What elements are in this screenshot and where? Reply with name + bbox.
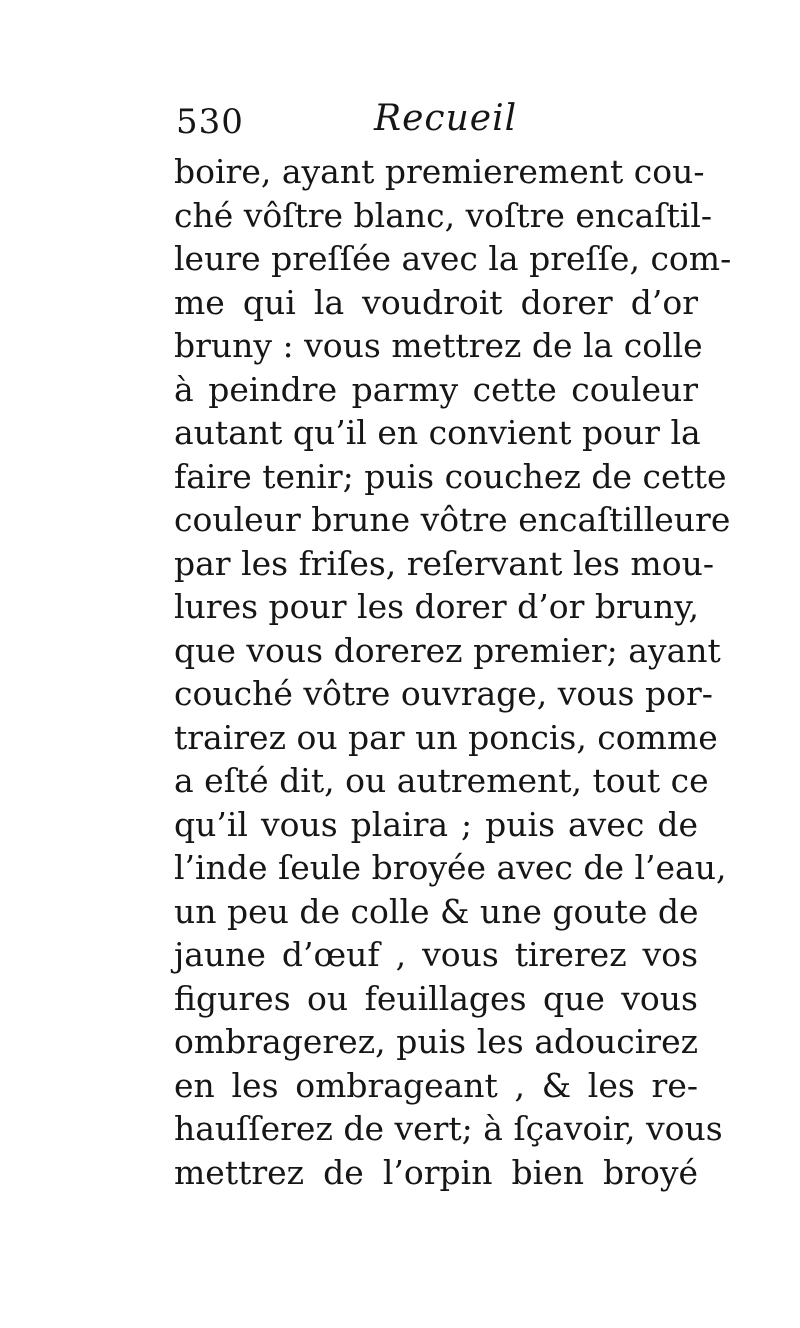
text-line: un peu de colle & une goute de [174,891,699,931]
text-line: trairez ou par un poncis, comme [174,717,718,757]
text-line: boire, ayant premierement cou- [174,152,705,191]
text-line: a eſté dit, ou autrement, tout ce [174,761,709,800]
text-line: figures ou feuillages que vous [174,978,698,1018]
text-line: bruny : vous mettrez de la colle [174,326,703,365]
text-line: me qui la voudroit dorer d’or [174,282,698,322]
text-line: que vous dorerez premier; ayant [174,630,721,670]
text-line: leure preſſée avec la preſſe, com- [174,239,732,278]
text-line: lures pour les dorer d’or bruny, [174,587,700,626]
text-line: qu’il vous plaira ; puis avec de [174,804,698,844]
text-line: hauſſerez de vert; à ſçavoir, vous [174,1109,723,1148]
text-line: par les friſes, reſervant les mou- [174,543,714,583]
text-line: l’inde ſeule broyée avec de l’eau, [174,848,727,887]
body-text [174,150,732,1194]
text-line: couché vôtre ouvrage, vous por- [174,674,713,713]
text-line: autant qu’il en convient pour la [174,413,701,452]
page-number: 530 [176,102,244,142]
text-line: couleur brune vôtre encaſtilleure [174,500,731,539]
text-line: mettrez de l’orpin bien broyé [174,1152,698,1192]
text-line: jaune d’œuf , vous tirerez vos [174,935,698,974]
text-line: ché vôſtre blanc, voſtre encaſtil- [174,195,713,235]
text-line: ombragerez, puis les adoucirez [174,1022,698,1061]
text-line: à peindre parmy cette couleur [174,369,698,409]
text-line: en les ombrageant , & les re- [174,1065,698,1105]
running-head [176,98,696,150]
text-line: faire tenir; puis couchez de cette [174,456,727,496]
running-title: Recueil [374,98,518,139]
